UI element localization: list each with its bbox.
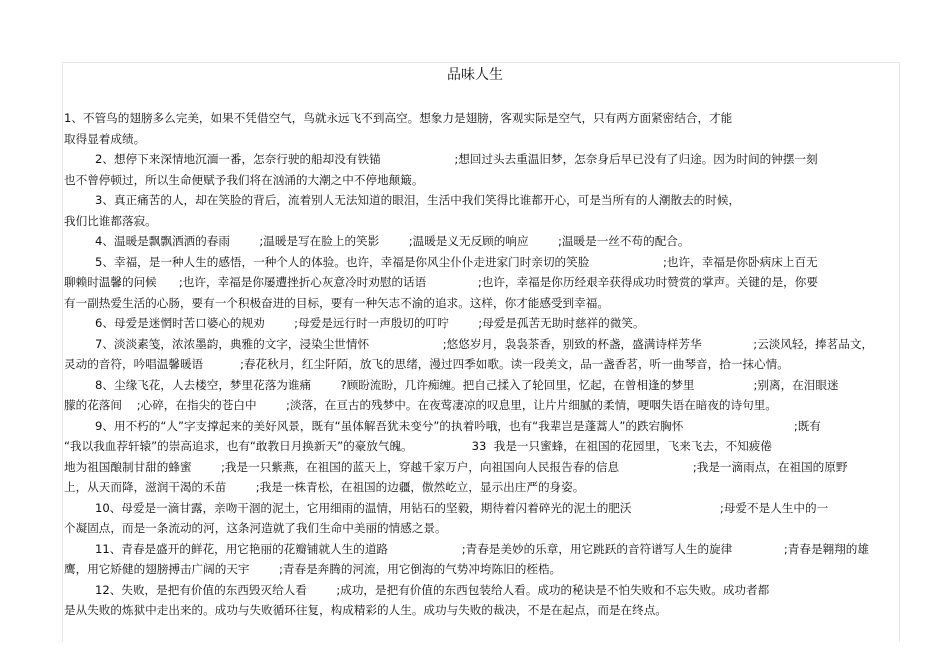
text-line: 5、幸福，是一种人生的感悟，一种个人的体验。也许，幸福是你风尘仆仆走进家门时亲切的笑脸 ;也许，幸福是你卧病床上百无 (95, 254, 818, 269)
text-line: 有一副热爱生活的心肠，要有一个积极奋进的目标，要有一种矢志不渝的追求。这样，你才能感受到幸福。 (64, 295, 609, 310)
text-line: 1、不管鸟的翅膀多么完美，如果不凭借空气，鸟就永远飞不到高空。想象力是翅膀，客观实际是空气，只有两方面紧密结合，才能 (64, 111, 733, 125)
document-body (64, 108, 884, 621)
text-line: 朦的花落间 ;心碎，在指尖的苍白中 ;淡落，在亘古的残梦中。在夜莺凄凉的叹息里，让片片细腻的柔情，哽咽失语在暗夜的诗句里。 (64, 398, 777, 412)
text-line: 3、真正痛苦的人，却在笑脸的背后，流着别人无法知道的眼泪，生活中我们笑得比谁都开心，可是当所有的人潮散去的时候， (95, 193, 741, 207)
text-line: 6、母爱是迷惘时苦口婆心的规劝 ;母爱是远行时一声殷切的叮咛 ;母爱是孤苦无助时慈祥的微笑。 (95, 316, 645, 330)
text-line: 是从失败的炼狱中走出来的。成功与失败循环往复，构成精彩的人生。成功与失败的裁决，不是在起点，而是在终点。 (64, 603, 667, 617)
text-line: 地为祖国酿制甘甜的蜂蜜 ;我是一只紫燕，在祖国的蓝天上，穿越千家万户，向祖国向人民报告春的信息 ;我是一滴雨点，在祖国的原野 (64, 459, 848, 474)
text-line: 8、尘缘飞花，人去楼空，梦里花落为谁痛 ?顾盼流盼，几许痴缠。把自己揉入了轮回里，忆起，在曾相逢的梦里 ;别离，在泪眼迷 (95, 377, 839, 392)
text-line: 2、想停下来深情地沉湎一番，怎奈行驶的船却没有铁锚 ;想回过头去重温旧梦，怎奈身后早已没有了归途。因为时间的钟摆一刻 (95, 152, 818, 166)
text-line: 鹰，用它矫健的翅膀搏击广阔的天宇 ;青春是奔腾的河流，用它倒海的气势冲垮陈旧的桎梏。 (64, 562, 562, 576)
text-line: 取得显着成绩。 (64, 131, 146, 146)
text-line: 9、用不朽的“人”字支撑起来的美好风景，既有“虽体解吾犹未变兮”的执着吟哦，也有“我辈岂是蓬蒿人”的跌宕胸怀 ;既有 (95, 418, 821, 433)
text-line: 我们比谁都落寂。 (64, 213, 157, 228)
document-title: 品味人生 (447, 67, 503, 83)
text-line: 4、温暖是飘飘洒洒的春雨 ;温暖是写在脸上的笑影 ;温暖是义无反顾的响应 ;温暖是一丝不苟的配合。 (95, 234, 690, 248)
text-line: 7、淡淡素笺，浓浓墨韵，典雅的文字，浸染尘世情怀 ;悠悠岁月，袅袅茶香，别致的杯盏，盛满诗样芳华 ;云淡风轻，捧茗品文， (95, 336, 874, 351)
text-line: 上，从天而降，滋润干渴的禾苗 ;我是一株青松，在祖国的边疆，傲然屹立，显示出庄严的身姿。 (64, 480, 585, 494)
text-line: 个凝固点，而是一条流动的河，这条河造就了我们生命中美丽的情感之景。 (64, 521, 447, 535)
text-line: “我以我血荐轩辕”的崇高追求，也有“敢教日月换新天”的豪放气魄。 33 我是一只蜜蜂，在祖国的花园里，飞来飞去，不知疲倦 (64, 439, 772, 453)
text-line: 聊赖时温馨的问候 ;也许，幸福是你屡遭挫折心灰意冷时劝慰的话语 ;也许，幸福是你历经艰辛获得成功时赞赏的掌声。关键的是，你要 (64, 275, 818, 289)
text-line: 灵动的音符，吟唱温馨暖语 ;春花秋月，红尘阡陌，放飞的思绪，漫过四季如歌。读一段美文，品一盏香茗，听一曲琴音，拾一抹心情。 (64, 357, 789, 371)
text-line: 12、失败，是把有价值的东西毁灭给人看 ;成功，是把有价值的东西包装给人看。成功的秘诀是不怕失败和不忘失败。成功者都 (95, 582, 770, 597)
text-line: 11、青春是盛开的鲜花，用它艳丽的花瓣铺就人生的道路 ;青春是美妙的乐章，用它跳跃的音符谱写人生的旋律 ;青春是翱翔的雄 (95, 541, 869, 556)
text-line: 10、母爱是一滴甘露，亲吻干涸的泥土，它用细雨的温情，用钻石的坚毅，期待着闪着碎光的泥土的肥沃 ;母爱不是人生中的一 (95, 500, 829, 515)
text-line: 也不曾停顿过，所以生命便赋予我们将在汹涌的大潮之中不停地颠簸。 (64, 172, 424, 187)
